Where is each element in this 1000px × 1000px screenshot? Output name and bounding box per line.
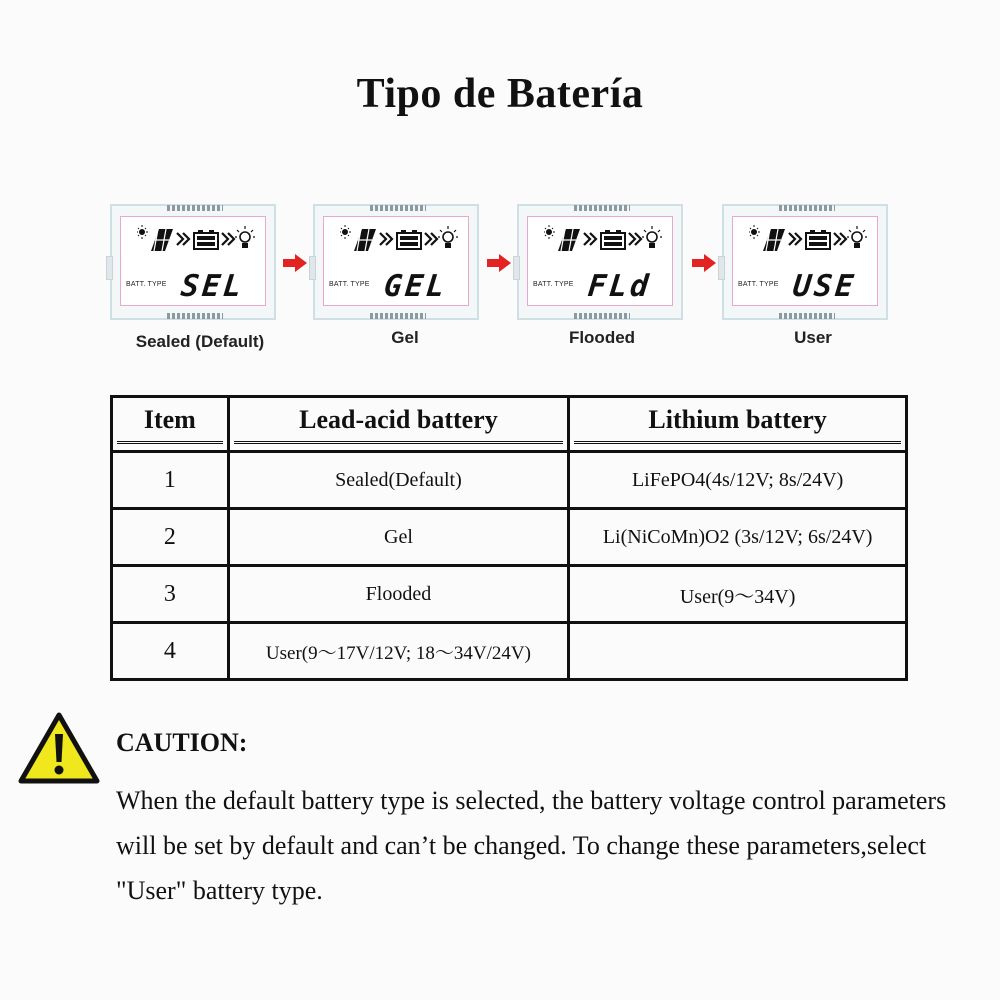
table-cell-lithium: LiFePO4(4s/12V; 8s/24V) <box>569 452 907 509</box>
lcd-tab <box>309 256 316 280</box>
lcd-caption-sealed: Sealed (Default) <box>135 332 265 351</box>
sun-icon <box>340 225 351 239</box>
table-cell-lead-acid: User(9～17V/12V; 18～34V/24V) <box>228 623 569 680</box>
arrow-right-icon <box>177 233 189 245</box>
lcd-pins <box>779 313 835 319</box>
sun-icon <box>544 225 555 239</box>
lcd-tab <box>513 256 520 280</box>
caution-text: When the default battery type is selected, the battery voltage control parameters will be set by default and can’t be changed. To change these parameters,select "User" battery type. <box>116 786 947 905</box>
table-cell-item: 1 <box>112 452 229 509</box>
solar-system-icons <box>137 223 257 259</box>
lcd-panel-sealed <box>110 204 276 320</box>
table-row <box>112 623 907 680</box>
table-cell-lead-acid: Flooded <box>228 566 569 623</box>
lcd-screen <box>323 216 469 306</box>
lcd-panel-gel <box>313 204 479 320</box>
arrow-right-icon <box>380 233 392 245</box>
bulb-icon <box>235 226 255 248</box>
table-cell-lead-acid: Sealed(Default) <box>228 452 569 509</box>
lcd-code: FLd <box>586 269 654 304</box>
arrow-right-icon <box>222 233 234 245</box>
column-header-lead-acid: Lead-acid battery <box>228 397 569 452</box>
sun-icon <box>749 225 760 239</box>
bulb-icon <box>847 226 867 248</box>
lcd-screen <box>120 216 266 306</box>
arrow-right-icon <box>834 233 846 245</box>
lcd-pins <box>574 313 630 319</box>
table-cell-lithium: User(9～34V) <box>569 566 907 623</box>
table-cell-item: 4 <box>112 623 229 680</box>
lcd-caption-gel: Gel <box>391 328 419 347</box>
solar-system-icons <box>749 223 869 259</box>
lcd-panel-user <box>722 204 888 320</box>
table-cell-item: 3 <box>112 566 229 623</box>
lcd-pins <box>167 313 223 319</box>
lcd-caption-user: User <box>794 328 832 347</box>
batt-type-label: BATT. TYPE <box>329 281 370 288</box>
table-cell-lithium: Li(NiCoMn)O2 (3s/12V; 6s/24V) <box>569 509 907 566</box>
table-cell-item: 2 <box>112 509 229 566</box>
lcd-tab <box>106 256 113 280</box>
sun-icon <box>137 225 148 239</box>
battery-type-table <box>110 395 908 681</box>
lcd-pins <box>574 205 630 211</box>
battery-icon <box>397 230 421 249</box>
solar-system-icons <box>340 223 460 259</box>
arrow-right-icon <box>629 233 641 245</box>
battery-icon <box>194 230 218 249</box>
lcd-screen <box>732 216 878 306</box>
bulb-icon <box>642 226 662 248</box>
lcd-pins <box>370 205 426 211</box>
table-header-row <box>112 397 907 452</box>
lcd-screen <box>527 216 673 306</box>
caution-title: CAUTION: <box>116 728 248 757</box>
table-row <box>112 566 907 623</box>
arrow-right-icon <box>425 233 437 245</box>
solar-panel-icon <box>558 229 580 251</box>
batt-type-label: BATT. TYPE <box>738 281 779 288</box>
solar-panel-icon <box>763 229 785 251</box>
arrow-right-icon <box>789 233 801 245</box>
bulb-icon <box>438 226 458 248</box>
arrow-right-icon <box>283 254 307 272</box>
solar-panel-icon <box>151 229 173 251</box>
arrow-right-icon <box>584 233 596 245</box>
arrow-right-icon <box>692 254 716 272</box>
lcd-caption-flooded: Flooded <box>568 328 636 347</box>
arrow-right-icon <box>487 254 511 272</box>
solar-system-icons <box>544 223 664 259</box>
lcd-sequence <box>0 198 1000 368</box>
batt-type-label: BATT. TYPE <box>533 281 574 288</box>
column-header-item: Item <box>112 397 229 452</box>
lcd-code: SEL <box>179 269 247 304</box>
warning-triangle-icon <box>18 712 100 784</box>
page-title: Tipo de Batería <box>356 71 644 117</box>
batt-type-label: BATT. TYPE <box>126 281 167 288</box>
battery-icon <box>601 230 625 249</box>
lcd-pins <box>167 205 223 211</box>
table-row <box>112 452 907 509</box>
lcd-tab <box>718 256 725 280</box>
battery-icon <box>806 230 830 249</box>
solar-panel-icon <box>354 229 376 251</box>
table-row <box>112 509 907 566</box>
column-header-lithium: Lithium battery <box>569 397 907 452</box>
table-cell-lead-acid: Gel <box>228 509 569 566</box>
lcd-code: GEL <box>382 269 450 304</box>
lcd-pins <box>779 205 835 211</box>
lcd-panel-flooded <box>517 204 683 320</box>
lcd-pins <box>370 313 426 319</box>
table-cell-lithium <box>569 623 907 680</box>
lcd-code: USE <box>791 269 859 304</box>
